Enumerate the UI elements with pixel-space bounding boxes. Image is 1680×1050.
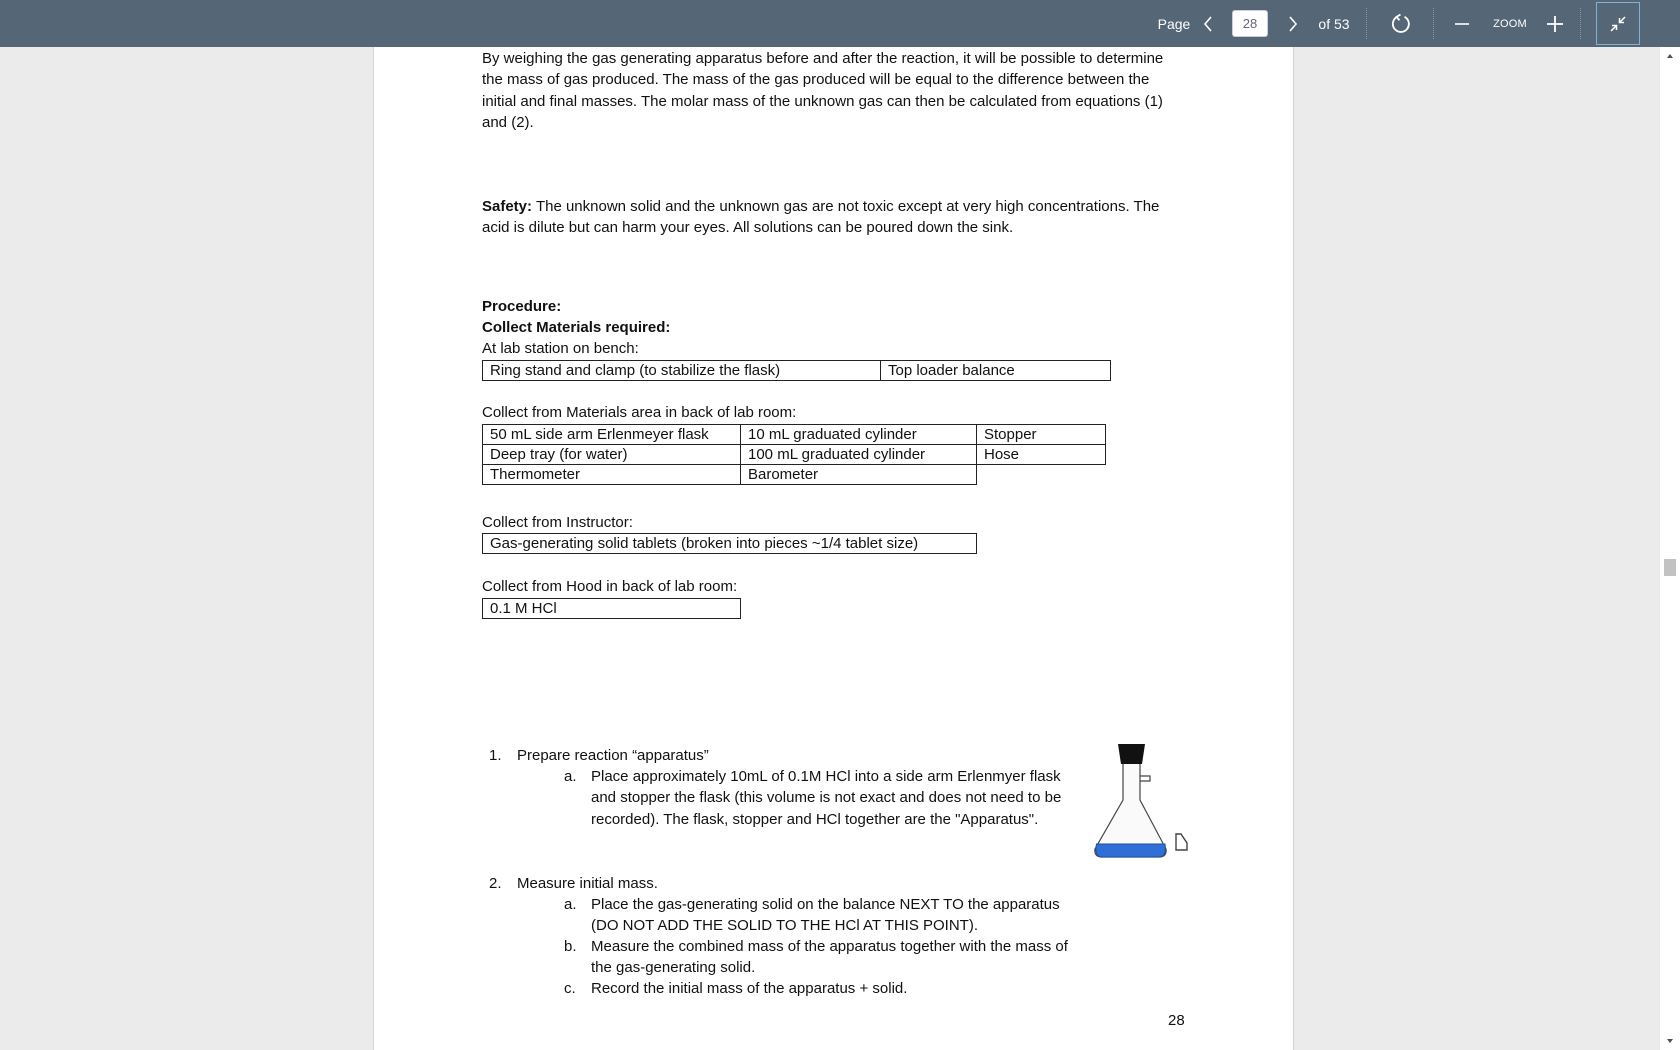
- hood-label: Collect from Hood in back of lab room:: [482, 578, 738, 595]
- erlenmeyer-flask-illustration: [1090, 743, 1190, 869]
- substep-text: Measure the combined mass of the apparatus together with the mass of the gas-generating solid.: [591, 938, 1068, 977]
- table-cell: Ring stand and clamp (to stabilize the flask): [483, 361, 881, 381]
- table-cell: Top loader balance: [881, 361, 1111, 381]
- substep-text: Record the initial mass of the apparatus + solid.: [591, 980, 908, 997]
- scroll-up-icon[interactable]: [1664, 51, 1676, 61]
- substep-text: Place approximately 10mL of 0.1M HCl into a side arm Erlenmyer flask and stopper the flask (this volume is not exact and does not need to be recorded). The flask, stopper and HCl together are the "Apparatus".: [591, 768, 1062, 828]
- table-row: [483, 599, 741, 619]
- table-cell: 50 mL side arm Erlenmeyer flask: [483, 425, 741, 445]
- zoom-out-button[interactable]: [1450, 0, 1474, 47]
- table-cell: Barometer: [741, 465, 977, 485]
- table-cell: 100 mL graduated cylinder: [741, 445, 977, 465]
- safety-paragraph: [482, 196, 1182, 239]
- materials-label: Collect from Materials area in back of lab room:: [482, 404, 797, 421]
- intro-paragraph: By weighing the gas generating apparatus before and after the reaction, it will be possible to determine the mass of gas produced. The mass of the gas produced will be equal to the difference between the initial and final masses. The molar mass of the unknown gas can then be calculated from equations (1) and (2).: [482, 50, 1164, 131]
- page-label: Page: [1157, 15, 1191, 32]
- table-cell: 10 mL graduated cylinder: [741, 425, 977, 445]
- chevron-left-icon: [1203, 16, 1213, 32]
- table-row: [483, 361, 1111, 381]
- substep-letter: c.: [564, 980, 576, 997]
- table-cell: Thermometer: [483, 465, 741, 485]
- vertical-scrollbar[interactable]: [1660, 47, 1680, 1050]
- table-row: [483, 534, 977, 554]
- rotate-button[interactable]: [1385, 0, 1417, 47]
- step-text: Measure initial mass.: [517, 875, 658, 892]
- scrollbar-thumb[interactable]: [1664, 559, 1676, 576]
- collect-materials-heading: Collect Materials required:: [482, 319, 671, 336]
- zoom-label: ZOOM: [1493, 17, 1527, 30]
- toolbar-divider: [1580, 8, 1581, 39]
- instructor-table: [482, 533, 977, 554]
- bench-table: [482, 360, 1111, 381]
- hood-table: [482, 598, 741, 619]
- step-number: 1.: [489, 747, 502, 764]
- substep-letter: a.: [564, 768, 577, 785]
- pdf-page: [373, 47, 1294, 1050]
- plus-icon: [1547, 16, 1563, 32]
- table-cell: Deep tray (for water): [483, 445, 741, 465]
- liquid-fill: [1096, 844, 1165, 857]
- substep-letter: a.: [564, 896, 577, 913]
- page-content: [374, 47, 1293, 1050]
- total-pages-label: of 53: [1318, 15, 1350, 32]
- zoom-in-button[interactable]: [1543, 0, 1567, 47]
- step-text: Prepare reaction “apparatus”: [517, 747, 709, 764]
- table-row: [483, 425, 1106, 445]
- prev-page-button[interactable]: [1198, 0, 1218, 47]
- materials-table: [482, 424, 1106, 485]
- step-number: 2.: [489, 875, 502, 892]
- bench-label: At lab station on bench:: [482, 340, 639, 357]
- safety-text: The unknown solid and the unknown gas are not toxic except at very high concentrations. The acid is dilute but can harm your eyes. All solutions can be poured down the sink.: [482, 198, 1160, 237]
- safety-label: Safety:: [482, 198, 533, 215]
- page-number-footer: 28: [1168, 1012, 1185, 1029]
- chevron-right-icon: [1288, 16, 1298, 32]
- table-row: [483, 465, 1106, 485]
- table-cell: Hose: [977, 445, 1106, 465]
- table-row: [483, 445, 1106, 465]
- table-cell: Stopper: [977, 425, 1106, 445]
- minus-icon: [1455, 17, 1469, 31]
- table-cell: 0.1 M HCl: [483, 599, 741, 619]
- exit-fullscreen-icon: [1609, 15, 1627, 33]
- toolbar-divider: [1433, 8, 1434, 39]
- scroll-down-icon[interactable]: [1664, 1036, 1676, 1046]
- instructor-label: Collect from Instructor:: [482, 514, 633, 531]
- table-cell-empty: [977, 465, 1106, 485]
- table-cell: Gas-generating solid tablets (broken into pieces ~1/4 tablet size): [483, 534, 977, 554]
- toolbar-divider: [1366, 8, 1367, 39]
- page-number-input[interactable]: [1232, 10, 1268, 37]
- pdf-toolbar: [0, 0, 1680, 47]
- next-page-button[interactable]: [1283, 0, 1303, 47]
- substep-letter: b.: [564, 938, 577, 955]
- document-viewer[interactable]: [0, 47, 1660, 1050]
- rotate-icon: [1390, 13, 1412, 35]
- exit-fullscreen-button[interactable]: [1596, 2, 1640, 45]
- substep-text: Place the gas-generating solid on the balance NEXT TO the apparatus (DO NOT ADD THE SOLID TO THE HCl AT THIS POINT).: [591, 896, 1060, 935]
- procedure-heading: Procedure:: [482, 298, 562, 315]
